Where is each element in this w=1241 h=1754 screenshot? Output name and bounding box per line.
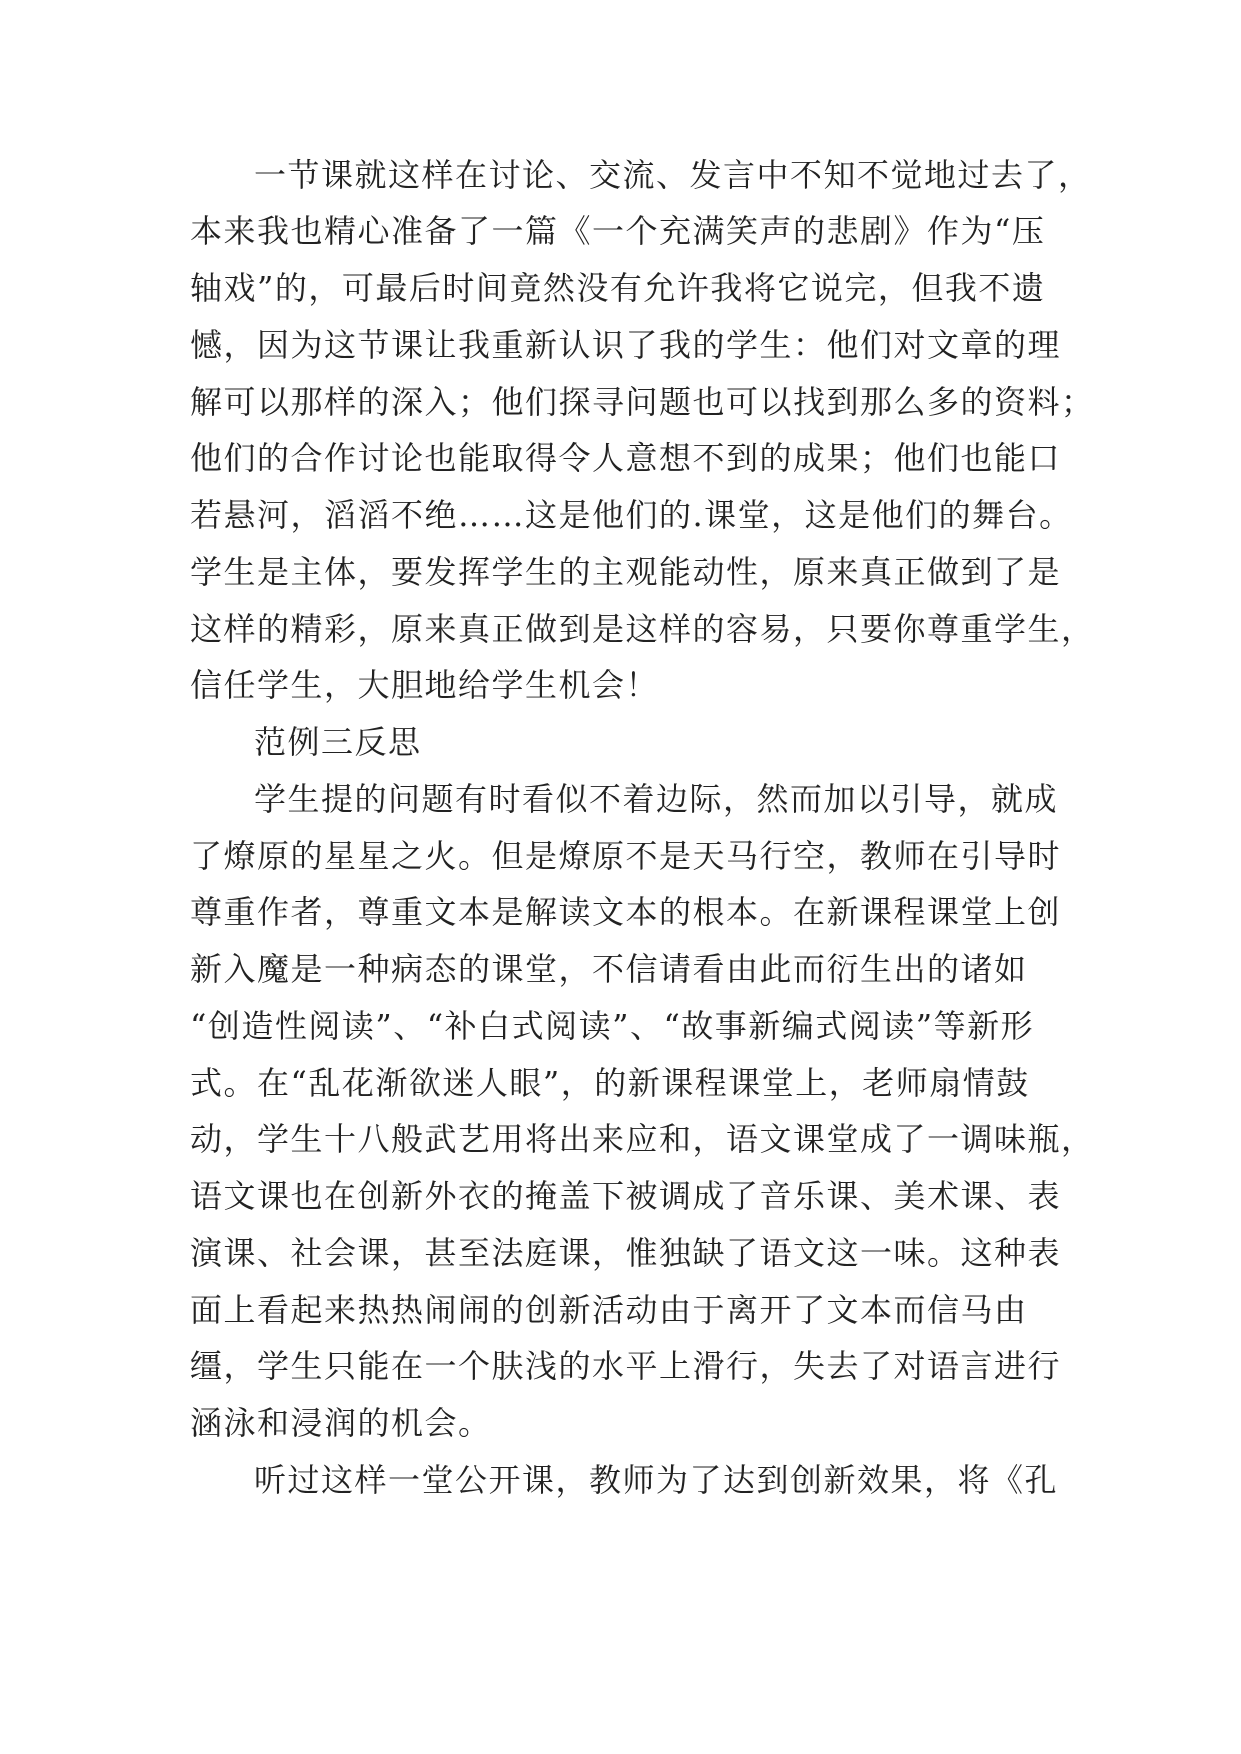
paragraph-1-line-1: 一节课就这样在讨论、交流、发言中不知不觉地过去了， [254,156,1092,194]
paragraph-1-line-7: 若悬河，滔滔不绝……这是他们的.课堂，这是他们的舞台。 [190,496,1073,534]
paragraph-2-line-2: 了燎原的星星之火。但是燎原不是天马行空，教师在引导时 [190,837,1062,875]
paragraph-2-line-9: 演课、社会课，甚至法庭课，惟独缺了语文这一味。这种表 [190,1234,1062,1272]
section-heading: 范例三反思 [254,723,422,761]
paragraph-2-line-8: 语文课也在创新外衣的掩盖下被调成了音乐课、美术课、表 [190,1177,1062,1215]
paragraph-2-line-12: 涵泳和浸润的机会。 [190,1404,492,1442]
paragraph-1-line-5: 解可以那样的深入；他们探寻问题也可以找到那么多的资料； [190,383,1095,421]
paragraph-2-line-10: 面上看起来热热闹闹的创新活动由于离开了文本而信马由 [190,1291,1028,1329]
paragraph-3-line-1: 听过这样一堂公开课，教师为了达到创新效果，将《孔 [254,1461,1059,1499]
paragraph-2-line-3: 尊重作者，尊重文本是解读文本的根本。在新课程课堂上创 [190,893,1062,931]
paragraph-1-line-10: 信任学生，大胆地给学生机会！ [190,666,660,704]
paragraph-2-line-6: 式。在“乱花渐欲迷人眼”，的新课程课堂上，老师扇情鼓 [190,1064,1030,1102]
paragraph-2-line-7: 动，学生十八般武艺用将出来应和，语文课堂成了一调味瓶， [190,1120,1095,1158]
paragraph-1-line-2: 本来我也精心准备了一篇《一个充满笑声的悲剧》作为“压 [190,212,1046,250]
paragraph-1-line-4: 憾，因为这节课让我重新认识了我的学生：他们对文章的理 [190,326,1062,364]
paragraph-1-line-8: 学生是主体，要发挥学生的主观能动性，原来真正做到了是 [190,553,1062,591]
paragraph-2-line-11: 缰，学生只能在一个肤浅的水平上滑行，失去了对语言进行 [190,1347,1062,1385]
paragraph-1-line-9: 这样的精彩，原来真正做到是这样的容易，只要你尊重学生， [190,610,1095,648]
paragraph-1-line-6: 他们的合作讨论也能取得令人意想不到的成果；他们也能口 [190,439,1062,477]
paragraph-2-line-5: “创造性阅读”、“补白式阅读”、“故事新编式阅读”等新形 [190,1007,1035,1045]
paragraph-2-line-4: 新入魔是一种病态的课堂，不信请看由此而衍生出的诸如 [190,950,1028,988]
paragraph-2-line-1: 学生提的问题有时看似不着边际，然而加以引导，就成 [254,780,1059,818]
paragraph-1-line-3: 轴戏”的，可最后时间竟然没有允许我将它说完，但我不遗 [190,269,1046,307]
